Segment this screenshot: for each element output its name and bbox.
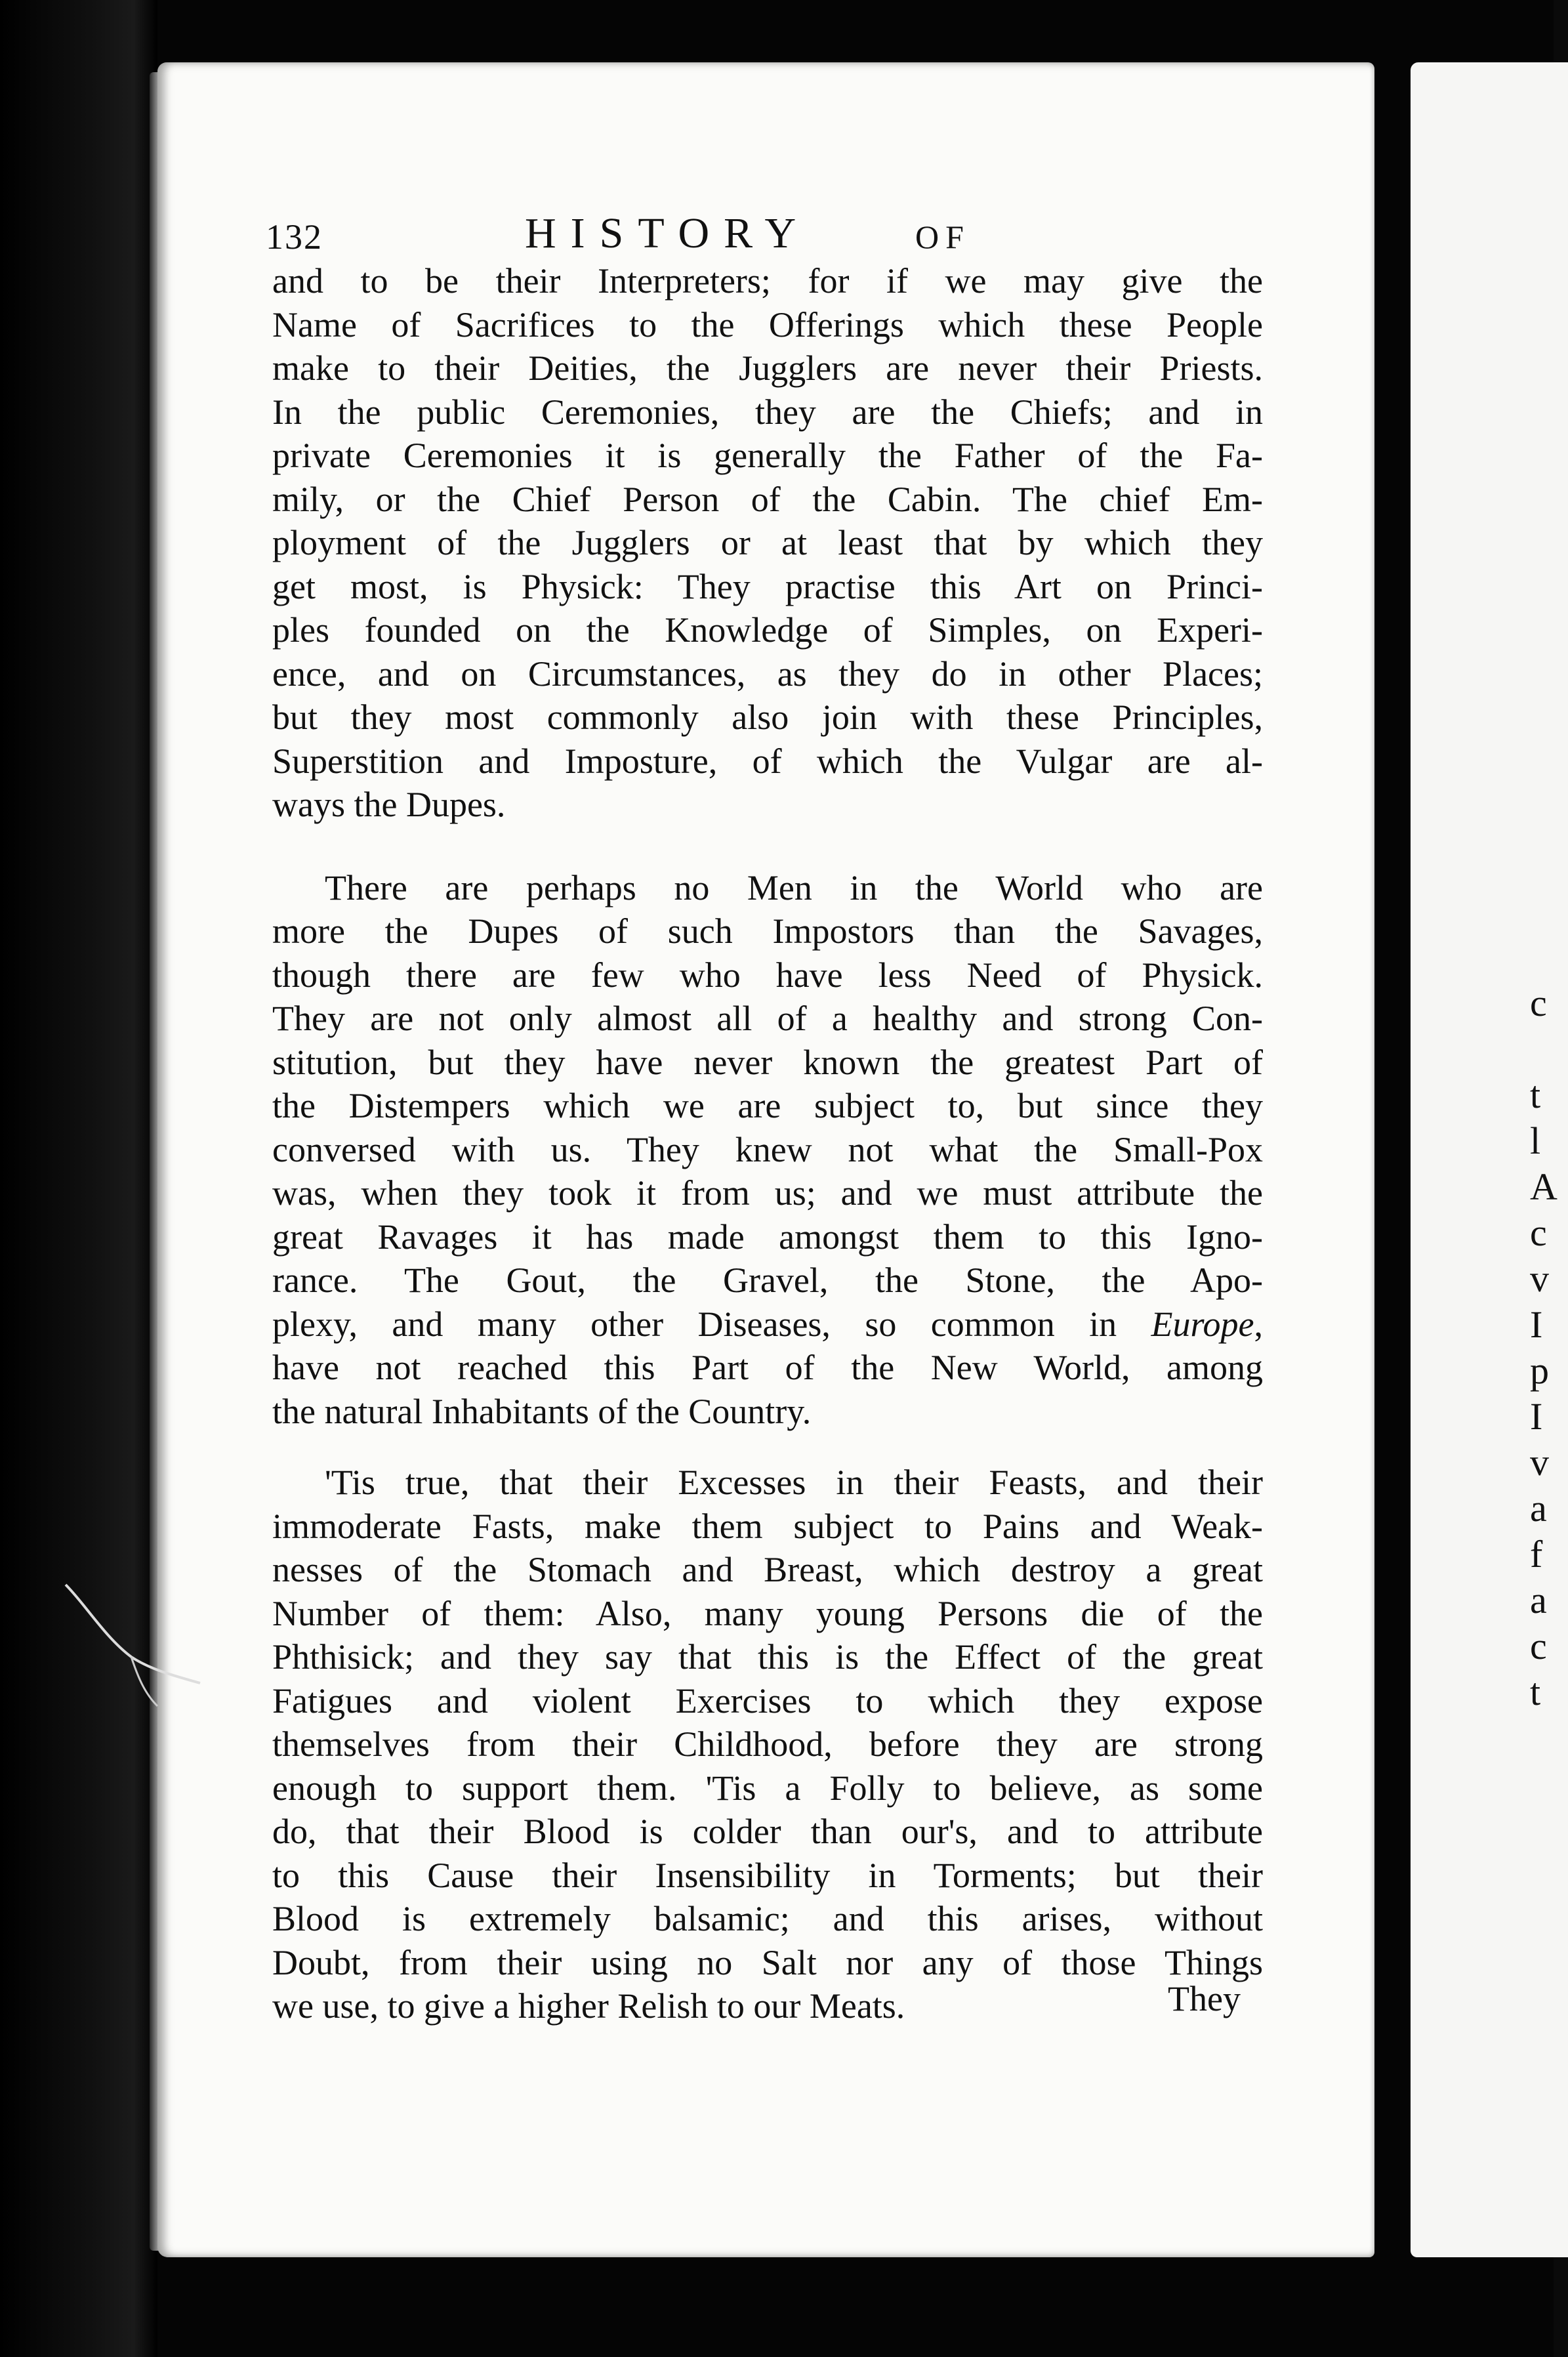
text-line: 'Tis true, that their Excesses in their Feasts, and their <box>325 1463 1263 1502</box>
text-line: ples founded on the Knowledge of Simples, on Experi- <box>272 610 1263 650</box>
text-line: rance. The Gout, the Gravel, the Stone, the Apo- <box>272 1261 1263 1300</box>
text-line: was, when they took it from us; and we must attribute the <box>272 1173 1263 1213</box>
facing-page-glyph: f <box>1530 1533 1543 1575</box>
text-line: In the public Ceremonies, they are the Chiefs; and in <box>272 392 1263 432</box>
book-binding <box>0 0 157 2357</box>
text-line: and to be their Interpreters; for if we may give the <box>272 261 1263 301</box>
text-line: themselves from their Childhood, before they are strong <box>272 1724 1263 1764</box>
text-line: Name of Sacrifices to the Offerings which these People <box>272 304 1263 344</box>
facing-page <box>1411 62 1568 2257</box>
text-line: ployment of the Jugglers or at least that by which they <box>272 523 1263 562</box>
italic-word: Europe <box>1151 1304 1254 1344</box>
text-line: They are not only almost all of a healthy and strong Con- <box>272 999 1263 1038</box>
text-line: the Distempers which we are subject to, but since they <box>272 1086 1263 1125</box>
text-line: to this Cause their Insensibility in Torments; but their <box>272 1855 1263 1895</box>
facing-page-glyph: c <box>1530 982 1547 1024</box>
text-line: plexy, and many other Diseases, so common in Europe, <box>272 1304 1263 1344</box>
text-line: make to their Deities, the Jugglers are never their Priests. <box>272 348 1263 388</box>
text-line: private Ceremonies it is generally the Father of the Fa- <box>272 436 1263 475</box>
text-line: have not reached this Part of the New World, among <box>272 1348 1263 1387</box>
text-line: Number of them: Also, many young Persons die of the <box>272 1593 1263 1633</box>
text-line: though there are few who have less Need of Physick. <box>272 955 1263 995</box>
page-number: 132 <box>266 217 323 257</box>
text-line: Superstition and Imposture, of which the Vulgar are al- <box>272 741 1263 781</box>
facing-page-glyph: t <box>1530 1671 1541 1713</box>
text-line: immoderate Fasts, make them subject to Pains and Weak- <box>272 1506 1263 1546</box>
paragraph <box>272 866 1263 910</box>
text-line: Blood is extremely balsamic; and this arises, without <box>272 1899 1263 1938</box>
paragraph-continued <box>272 909 1263 1433</box>
text-line: but they most commonly also join with these Principles, <box>272 698 1263 737</box>
page-header <box>266 209 1250 261</box>
paragraph <box>272 259 1263 827</box>
text-line: Phthisick; and they say that this is the Effect of the great <box>272 1637 1263 1677</box>
text-line: enough to support them. 'Tis a Folly to believe, as some <box>272 1768 1263 1808</box>
paragraph <box>272 1461 1263 2028</box>
facing-page-glyph: a <box>1530 1579 1547 1621</box>
facing-page-glyph: A <box>1530 1165 1558 1208</box>
text-line: nesses of the Stomach and Breast, which destroy a great <box>272 1550 1263 1589</box>
facing-page-glyph: a <box>1530 1487 1547 1530</box>
facing-page-glyph: l <box>1530 1119 1541 1162</box>
body-text <box>272 259 1263 2028</box>
facing-page-glyph: I <box>1530 1395 1543 1438</box>
text-line: great Ravages it has made amongst them to this Igno- <box>272 1217 1263 1257</box>
text-line: ways the Dupes. <box>272 785 506 824</box>
text-line: Fatigues and violent Exercises to which they expose <box>272 1680 1263 1721</box>
running-head-suffix: OF <box>915 219 970 255</box>
text-line: stitution, but they have never known the greatest Part of <box>272 1042 1263 1082</box>
text-line: we use, to give a higher Relish to our Meats. <box>272 1986 905 2026</box>
text-line: Doubt, from their using no Salt nor any of those Things <box>272 1942 1263 1982</box>
running-head: HISTORY <box>525 209 811 257</box>
facing-page-glyph: t <box>1530 1074 1541 1116</box>
facing-page-glyph: v <box>1530 1441 1549 1484</box>
text-line: the natural Inhabitants of the Country. <box>272 1391 812 1431</box>
text-line: ence, and on Circumstances, as they do in other Places; <box>272 654 1263 694</box>
text-line: get most, is Physick: They practise this Art on Princi- <box>272 566 1263 606</box>
facing-page-glyph: c <box>1530 1625 1547 1667</box>
catchword: They <box>1168 1979 1241 2018</box>
margin-pencil-mark <box>59 1578 203 1709</box>
text-line: do, that their Blood is colder than our's, and to attribute <box>272 1812 1263 1851</box>
text-line: conversed with us. They knew not what the Small-Pox <box>272 1129 1263 1169</box>
facing-page-glyph: c <box>1530 1211 1547 1254</box>
facing-page-glyph: I <box>1530 1303 1543 1346</box>
facing-page-glyph: v <box>1530 1257 1549 1300</box>
text-line: There are perhaps no Men in the World who are <box>325 867 1263 907</box>
facing-page-glyph: p <box>1530 1349 1549 1392</box>
text-line: mily, or the Chief Person of the Cabin. The chief Em- <box>272 479 1263 519</box>
text-line: more the Dupes of such Impostors than the Savages, <box>272 911 1263 951</box>
